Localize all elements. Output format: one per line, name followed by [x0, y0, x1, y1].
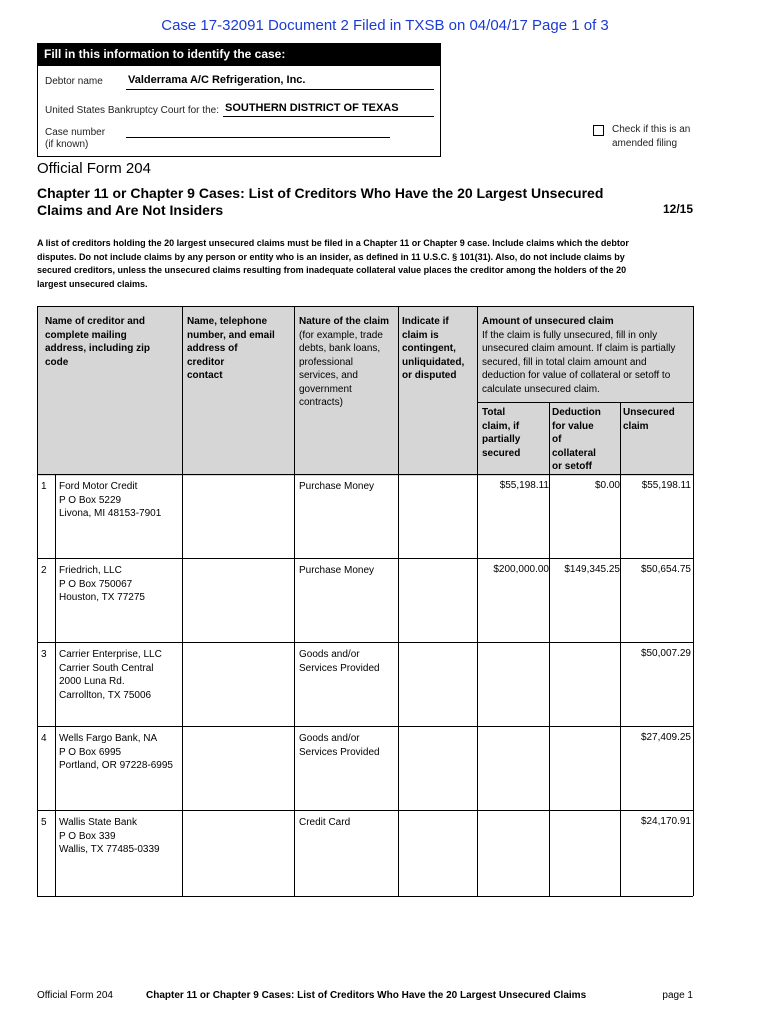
row-number: 5 [41, 817, 47, 828]
form-revision: 12/15 [662, 202, 693, 216]
header-nature-of-claim: Nature of the claim (for example, trade debts, bank loans, professional services, and government contracts) [299, 316, 390, 408]
header-deduction: Deduction for value of collateral or setoff [552, 407, 601, 472]
court-label: United States Bankruptcy Court for the: [45, 105, 219, 116]
column-divider [477, 306, 478, 896]
footer-form-name: Official Form 204 [37, 990, 113, 1001]
creditor-address: Carrier Enterprise, LLC Carrier South Central 2000 Luna Rd. Carrollton, TX 75006 [59, 649, 162, 701]
debtor-name-label: Debtor name [45, 76, 103, 87]
creditor-address: Ford Motor Credit P O Box 5229 Livona, MI 48153-7901 [59, 481, 162, 519]
header-amount-of-claim: Amount of unsecured claim If the claim is fully unsecured, fill in only unsecured claim amount. If claim is partially secured, fill in total claim amount and deduction for value of collateral or setoff to calculate unsecured claim. [482, 316, 676, 395]
table-right-border [693, 306, 694, 896]
form-name: Official Form 204 [37, 160, 151, 177]
row-number: 1 [41, 481, 47, 492]
claim-nature: Purchase Money [299, 565, 375, 576]
row-divider [37, 810, 693, 811]
header-unsecured-claim: Unsecured claim [623, 407, 675, 432]
form-instructions: A list of creditors holding the 20 largest unsecured claims must be filed in a Chapter 11 or Chapter 9 case. Include claims which the debtor disputes. Do not include claims by any person or entity who is an insider, as defined in 11 U.S.C. § 101(31). Also, do not include claims by secured creditors, unless the unsecured claims resulting from inadequate collateral value places the creditor among the holders of the 20 largest unsecured claims. [37, 238, 629, 289]
row-number: 3 [41, 649, 47, 660]
case-identification-box [37, 43, 441, 157]
row-divider [37, 726, 693, 727]
amended-filing-checkbox[interactable] [593, 125, 604, 136]
creditor-address: Wallis State Bank P O Box 339 Wallis, TX 77485-0339 [59, 817, 160, 855]
total-claim: $55,198.11 [499, 480, 549, 491]
claim-nature: Goods and/or Services Provided [299, 649, 380, 674]
row-number: 2 [41, 565, 47, 576]
if-known-label: (if known) [45, 139, 89, 150]
claim-nature: Credit Card [299, 817, 351, 828]
case-number-field[interactable] [126, 137, 390, 138]
case-info-header: Fill in this information to identify the case: [38, 44, 440, 66]
court-line [223, 116, 434, 117]
creditor-address: Friedrich, LLC P O Box 750067 Houston, TX 77275 [59, 565, 145, 603]
debtor-name-value[interactable]: Valderrama A/C Refrigeration, Inc. [128, 74, 306, 86]
header-indicate-disputed: Indicate if claim is contingent, unliquidated, or disputed [402, 316, 465, 381]
unsecured-claim: $50,654.75 [640, 564, 691, 575]
case-number-label: Case number [45, 127, 106, 138]
unsecured-claim: $55,198.11 [641, 480, 691, 491]
form-title: Chapter 11 or Chapter 9 Cases: List of Creditors Who Have the 20 Largest Unsecured Claims and Are Not Insiders [37, 185, 604, 218]
row-divider [37, 642, 693, 643]
row-number: 4 [41, 733, 47, 744]
deduction: $149,345.25 [564, 564, 620, 575]
debtor-name-line [126, 89, 434, 90]
table-left-border [37, 306, 38, 896]
claim-nature: Goods and/or Services Provided [299, 733, 380, 758]
header-creditor-name: Name of creditor and complete mailing address, including zip code [45, 316, 151, 368]
number-column-divider [55, 474, 56, 896]
filing-stamp: Case 17-32091 Document 2 Filed in TXSB on 04/04/17 Page 1 of 3 [161, 17, 609, 34]
creditor-address: Wells Fargo Bank, NA P O Box 6995 Portland, OR 97228-6995 [59, 733, 173, 771]
amended-filing-label: Check if this is an amended filing [612, 124, 691, 149]
unsecured-claim: $24,170.91 [640, 816, 691, 827]
footer-title: Chapter 11 or Chapter 9 Cases: List of Creditors Who Have the 20 Largest Unsecured Claims [146, 990, 587, 1001]
column-divider [294, 306, 295, 896]
deduction: $0.00 [594, 480, 620, 491]
header-total-claim: Total claim, if partially secured [482, 407, 521, 459]
header-bottom-border [37, 474, 693, 475]
amount-subheader-divider [478, 402, 693, 403]
column-divider [549, 402, 550, 896]
claim-nature: Purchase Money [299, 481, 375, 492]
unsecured-claim: $27,409.25 [640, 732, 691, 743]
table-top-border [37, 306, 693, 307]
court-value[interactable]: SOUTHERN DISTRICT OF TEXAS [225, 102, 399, 114]
column-divider [620, 402, 621, 896]
row-divider [37, 558, 693, 559]
column-divider [182, 306, 183, 896]
unsecured-claim: $50,007.29 [640, 648, 691, 659]
table-bottom-border [37, 896, 693, 897]
footer-page-number: page 1 [662, 990, 693, 1001]
header-contact: Name, telephone number, and email address of creditor contact [187, 316, 275, 381]
total-claim: $200,000.00 [493, 564, 549, 575]
column-divider [398, 306, 399, 896]
